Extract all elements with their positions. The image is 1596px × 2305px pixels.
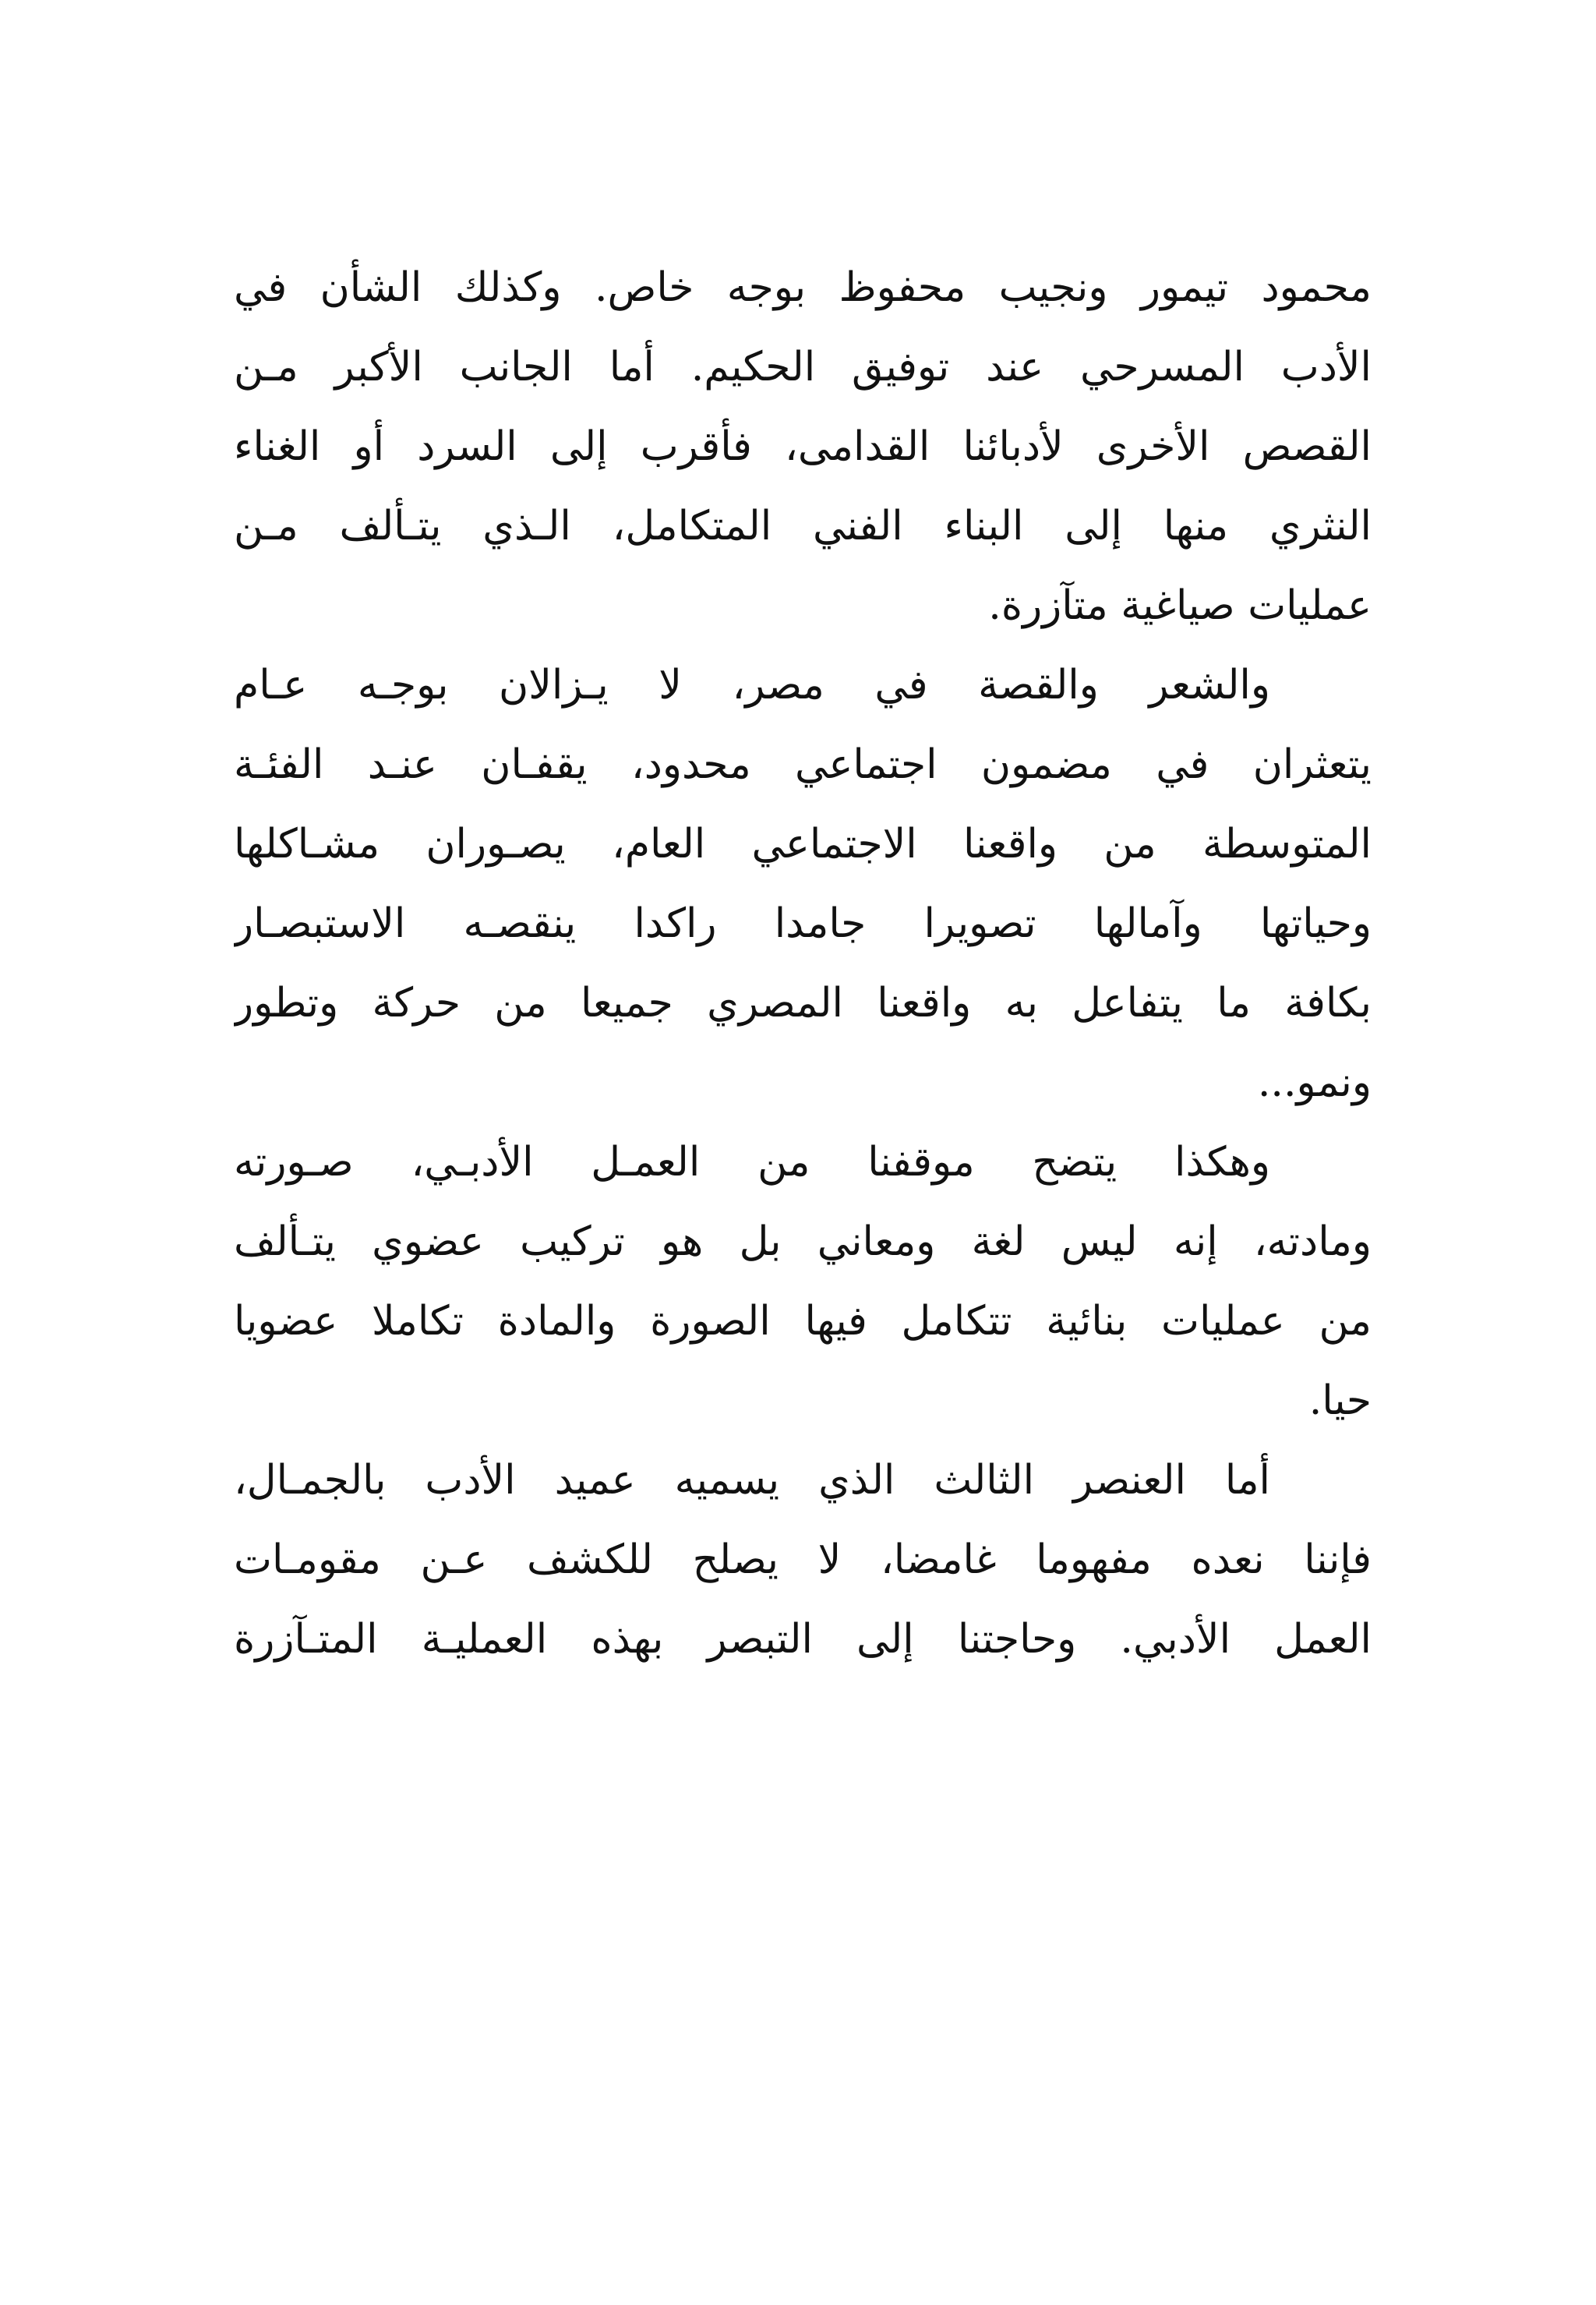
text-line: ونمو... (1257, 1059, 1372, 1106)
paragraph-4 (234, 1441, 1372, 1679)
text-line: العمل الأدبي. وحاجتنا إلى التبصر بهذه العمليـة المتـآزرة (234, 1616, 1372, 1663)
text-line: ومادته، إنه ليس لغة ومعاني بل هو تركيب عضوي يتـألف (234, 1218, 1372, 1265)
text-line: وهكذا يتضح موقفنا من العمـل الأدبـي، صـورته (234, 1139, 1270, 1186)
paragraph-1 (234, 248, 1372, 645)
paragraph-2 (234, 645, 1372, 1122)
body-text (234, 248, 1372, 1679)
text-line: فإننا نعده مفهوما غامضا، لا يصلح للكشف عـن مقومـات (234, 1536, 1372, 1583)
text-line: حيا. (1308, 1377, 1372, 1424)
text-line: النثري منها إلى البناء الفني المتكامل، الـذي يتـألف مـن (234, 503, 1372, 550)
paragraph-3 (234, 1122, 1372, 1441)
text-line: والشعر والقصة في مصر، لا يـزالان بوجـه عـام (234, 662, 1270, 709)
text-line: محمود تيمور ونجيب محفوظ بوجه خاص. وكذلك الشأن في (234, 264, 1372, 311)
text-line: من عمليات بنائية تتكامل فيها الصورة والمادة تكاملا عضويا (234, 1298, 1372, 1345)
text-line: عمليات صياغية متآزرة. (988, 582, 1372, 629)
text-line: وحياتها وآمالها تصويرا جامدا راكدا ينقصـه الاستبصـار (234, 900, 1372, 947)
text-line: القصص الأخرى لأدبائنا القدامى، فأقرب إلى السرد أو الغناء (234, 423, 1372, 470)
text-line: يتعثران في مضمون اجتماعي محدود، يقفـان عنـد الفئـة (234, 741, 1372, 788)
text-line: أما العنصر الثالث الذي يسميه عميد الأدب بالجمـال، (234, 1457, 1270, 1504)
text-line: الأدب المسرحي عند توفيق الحكيم. أما الجانب الأكبر مـن (234, 344, 1372, 391)
text-line: بكافة ما يتفاعل به واقعنا المصري جميعا من حركة وتطور (234, 980, 1372, 1027)
text-line: المتوسطة من واقعنا الاجتماعي العام، يصـوران مشـاكلها (234, 821, 1372, 868)
